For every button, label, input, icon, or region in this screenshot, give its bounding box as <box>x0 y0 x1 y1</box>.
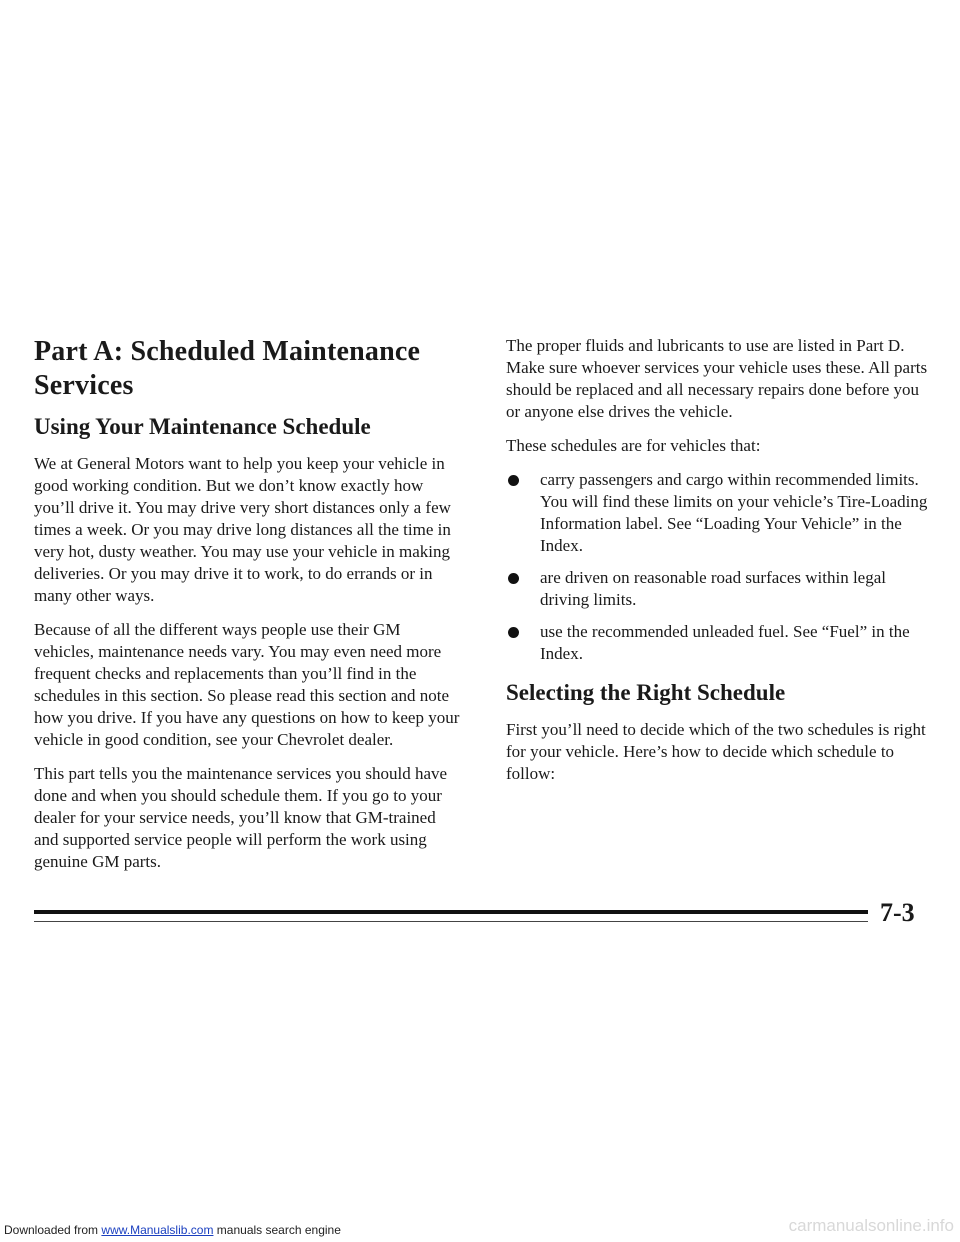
page-number: 7-3 <box>880 898 915 927</box>
bullet-icon <box>508 627 519 638</box>
part-title: Part A: Scheduled Maintenance Services <box>34 336 421 401</box>
list-item-text: are driven on reasonable road surfaces within legal driving limits. <box>540 568 886 609</box>
bullet-icon <box>508 475 519 486</box>
paragraph: We at General Motors want to help you keep your vehicle in good working condition. But we don’t know exactly how you’ll drive it. You may drive very short distances only a few times a week. Or you may drive long distances all the time in very hot, dusty weather. You may use your vehicle in making deliveries. Or you may drive it to work, to do errands or in many other ways. <box>34 454 451 605</box>
paragraph: Because of all the different ways people use their GM vehicles, maintenance needs vary. You may even need more frequent checks and replacements than you’ll find in the schedules in this section. So please read this section and note how you drive. If you have any questions on how to keep your vehicle in good condition, see your Chevrolet dealer. <box>34 620 460 749</box>
left-column <box>34 335 464 885</box>
download-banner <box>4 1223 341 1237</box>
paragraph: The proper fluids and lubricants to use are listed in Part D. Make sure whoever services your vehicle uses these. All parts should be replaced and all necessary repairs done before you or anyone else drives the vehicle. <box>506 336 928 421</box>
list-item <box>506 567 930 611</box>
banner-suffix: manuals search engine <box>216 1223 341 1237</box>
list-item-text: carry passengers and cargo within recommended limits. You will find these limits on your vehicle’s Tire-Loading Information label. See “Loading Your Vehicle” in the Index. <box>540 470 928 555</box>
list-item-text: use the recommended unleaded fuel. See “Fuel” in the Index. <box>540 622 910 663</box>
section-heading-maintenance-schedule: Using Your Maintenance Schedule <box>34 414 371 439</box>
right-column <box>506 335 930 797</box>
bullet-icon <box>508 573 519 584</box>
section-heading-selecting-schedule: Selecting the Right Schedule <box>506 680 786 705</box>
footer-rule-thin <box>34 921 868 922</box>
paragraph: These schedules are for vehicles that: <box>506 436 761 455</box>
footer-rule <box>34 910 868 914</box>
paragraph: This part tells you the maintenance services you should have done and when you should schedule them. If you go to your dealer for your service needs, you’ll know that GM-trained and supported service people will perform the work using genuine GM parts. <box>34 764 448 871</box>
manualslib-link[interactable]: www.Manualslib.com <box>101 1223 214 1237</box>
list-item <box>506 621 930 665</box>
list-item <box>506 469 930 557</box>
bullet-list <box>506 469 930 665</box>
paragraph: First you’ll need to decide which of the two schedules is right for your vehicle. Here’s how to decide which schedule to follow: <box>506 720 926 783</box>
banner-prefix: Downloaded from <box>4 1223 99 1237</box>
watermark: carmanualsonline.info <box>788 1216 954 1235</box>
